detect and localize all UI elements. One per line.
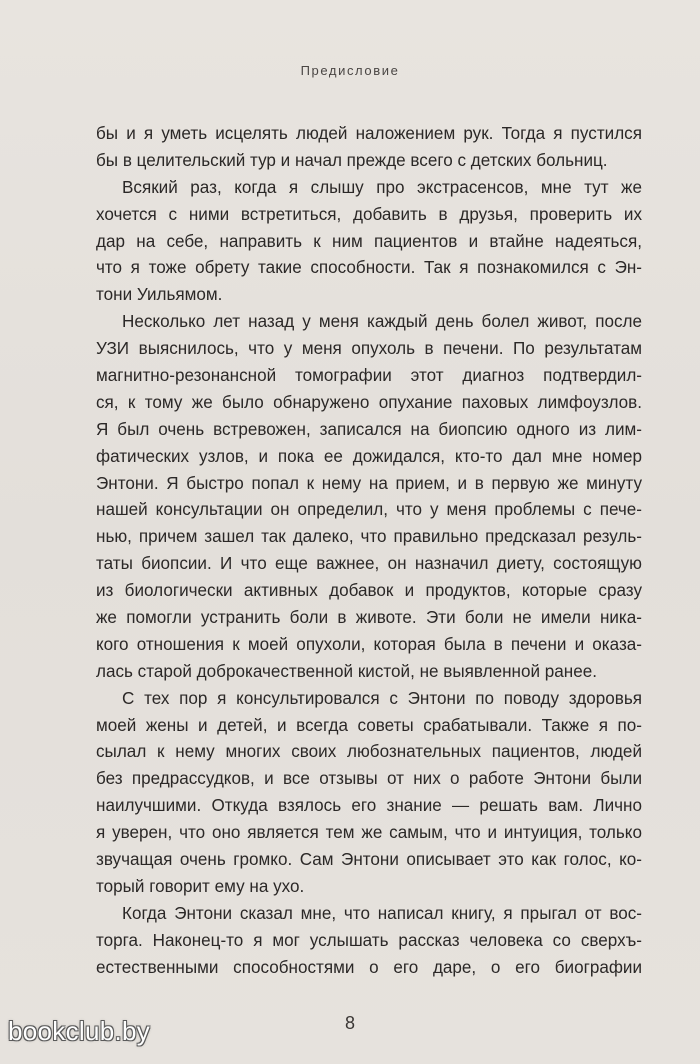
watermark-logo: bookclub.by <box>8 1016 151 1046</box>
text-line: же помогли устранить боли в животе. Эти боли не имели ника- <box>96 608 642 628</box>
text-line: без предрассудков, и все отзывы от них о работе Энтони были <box>96 769 642 789</box>
text-line: кого отношения к моей опухоли, которая была в печени и оказа- <box>96 634 642 654</box>
text-line: наилучшими. Откуда взялось его знание — решать вам. Лично <box>96 796 642 816</box>
text-line: торый говорит ему на ухо. <box>96 876 305 896</box>
paragraph <box>96 901 642 982</box>
page-number: 8 <box>344 1013 355 1033</box>
text-line: Несколько лет назад у меня каждый день болел живот, после <box>122 312 642 332</box>
text-line: что я тоже обрету такие способности. Так я познакомился с Эн- <box>96 258 642 278</box>
text-line: Я был очень встревожен, записался на биопсию одного из лим- <box>96 419 642 439</box>
text-line: хочется с ними встретиться, добавить в друзья, проверить их <box>96 204 642 224</box>
text-line: сылал к нему многих своих любознательных пациентов, людей <box>96 742 642 762</box>
text-line: из биологически активных добавок и продуктов, которые сразу <box>96 581 642 601</box>
text-line: тони Уильямом. <box>96 285 223 305</box>
running-title: Предисловие <box>300 63 400 78</box>
text-line: нашей консультации он определил, что у меня проблемы с пече- <box>96 500 642 520</box>
text-line: моей жены и детей, и всегда советы срабатывали. Также я по- <box>96 715 642 735</box>
text-line: нью, причем зашел так далеко, что правильно предсказал резуль- <box>96 527 642 547</box>
text-line: я уверен, что оно является тем же самым, что и интуиция, только <box>96 823 642 843</box>
paragraph <box>96 121 642 175</box>
text-line: магнитно-резонансной томографии этот диагноз подтвердил- <box>96 366 642 386</box>
text-line: Энтони. Я быстро попал к нему на прием, и в первую же минуту <box>96 473 642 493</box>
text-line: дар на себе, направить к ним пациентов и втайне надеяться, <box>96 231 642 251</box>
text-line: Когда Энтони сказал мне, что написал книгу, я прыгал от вос- <box>122 903 642 923</box>
text-line: лась старой доброкачественной кистой, не выявленной ранее. <box>96 661 597 681</box>
text-line: Всякий раз, когда я слышу про экстрасенсов, мне тут же <box>122 177 642 197</box>
paragraph <box>96 686 642 901</box>
paragraph <box>96 309 642 685</box>
text-line: естественными способностями о его даре, о его биографии <box>96 957 642 977</box>
paragraph <box>96 175 642 309</box>
text-line: ся, к тому же было обнаружено опухание паховых лимфоузлов. <box>96 392 642 412</box>
text-line: бы и я уметь исцелять людей наложением рук. Тогда я пустился <box>96 124 642 143</box>
text-line: фатических узлов, и пока ее дожидался, кто-то дал мне номер <box>96 446 642 466</box>
text-line: С тех пор я консультировался с Энтони по поводу здоровья <box>122 688 642 708</box>
text-line: таты биопсии. И что еще важнее, он назначил диету, состоящую <box>96 554 642 574</box>
text-line: бы в целительский тур и начал прежде всего с детских больниц. <box>96 150 608 170</box>
text-line: торга. Наконец-то я мог услышать рассказ человека со сверхъ- <box>96 930 642 950</box>
text-line: УЗИ выяснилось, что у меня опухоль в печени. По результатам <box>96 339 642 359</box>
text-line: звучащая очень громко. Сам Энтони описывает это как голос, ко- <box>96 850 642 870</box>
body-text <box>96 121 642 982</box>
